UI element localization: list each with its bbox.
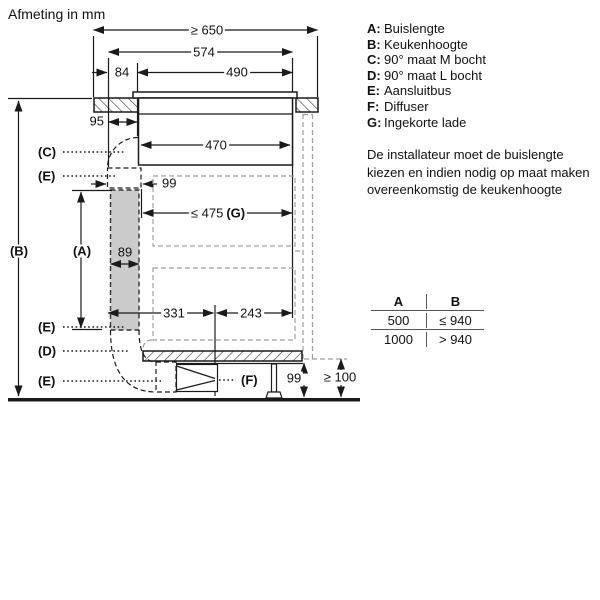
dim-650-value: ≥ 650	[190, 22, 224, 38]
outlet-box	[156, 362, 176, 392]
cabinet-foot	[266, 364, 282, 398]
dim-470-value: 470	[205, 137, 227, 153]
callout-C: (C)	[38, 144, 57, 160]
table-row: 1000 > 940	[371, 329, 484, 348]
dim-490-value: 490	[226, 64, 248, 80]
dim-84-value: 84	[114, 64, 130, 80]
dim-475-value: ≤ 475 (G)	[190, 205, 246, 221]
lower-drawer-outline	[153, 268, 295, 340]
callout-E-top: (E)	[38, 168, 56, 184]
dim-A-line	[72, 191, 112, 330]
legend-item-F: F: Diffuser	[367, 98, 429, 114]
dim-100-base-value: ≥ 100	[323, 369, 357, 385]
table-header-row	[371, 292, 484, 310]
diffuser-shape	[177, 365, 218, 392]
dim-574-value: 574	[193, 44, 215, 60]
legend-item-D: D: 90° maat L bocht	[367, 67, 482, 83]
dim-95-value: 95	[89, 113, 104, 129]
callout-leaders	[63, 152, 236, 381]
callout-E-mid: (E)	[38, 319, 56, 335]
hood-body	[139, 98, 293, 165]
ab-table	[371, 292, 484, 348]
drawer-ref-G: (G)	[226, 205, 246, 221]
worktop-right-section	[296, 98, 318, 112]
legend	[367, 21, 486, 130]
dim-99-base-value: 99	[286, 370, 302, 386]
page-title: Afmeting in mm	[8, 6, 106, 22]
callout-E-bottom: (E)	[38, 373, 56, 389]
worktop-left-section	[94, 98, 138, 112]
legend-item-G: G: Ingekorte lade	[367, 114, 467, 130]
callout-F: (F)	[241, 372, 258, 388]
cabinet-bottom-shelf	[143, 351, 302, 361]
hob-glass-plate	[133, 92, 297, 98]
table-header-A: A	[393, 293, 404, 309]
table-header-B: B	[426, 294, 484, 309]
floor-line	[8, 398, 360, 402]
dim-650-line	[94, 30, 318, 97]
legend-item-C: C: 90° maat M bocht	[367, 52, 487, 68]
dim-89-value: 89	[117, 244, 133, 260]
connector-socket-box	[108, 168, 142, 188]
callout-A: (A)	[72, 243, 92, 259]
installer-note: De installateur moet de buislengte kiezen en indien nodig op maat maken overeenkomstig de keukenhoogte	[367, 147, 590, 197]
legend-item-E: E: Aansluitbus	[367, 83, 452, 99]
dim-243-value: 243	[240, 305, 262, 321]
callout-B: (B)	[9, 243, 29, 259]
callout-D: (D)	[38, 343, 57, 359]
cabinet-side-channel	[303, 114, 347, 359]
duct-bend-M-outline	[108, 138, 139, 169]
drawer-outlines	[143, 176, 302, 350]
flat-duct-tube	[111, 190, 140, 330]
legend-item-A: A: Buislengte	[367, 21, 445, 36]
legend-item-B: B: Keukenhoogte	[367, 36, 468, 52]
dim-99-connector-value: 99	[162, 175, 177, 191]
dim-331-value: 331	[163, 305, 185, 321]
table-row: 500 ≤ 940	[371, 310, 484, 329]
